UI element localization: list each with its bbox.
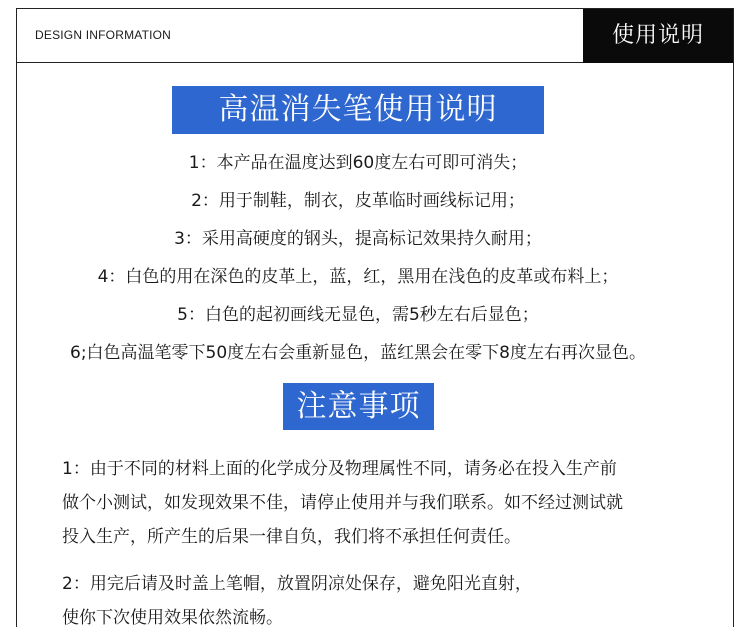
usage-item-4: 4：白色的用在深色的皮革上，蓝，红，黑用在浅色的皮革或布料上； xyxy=(97,267,619,287)
usage-item-5: 5：白色的起初画线无显色，需5秒左右后显色； xyxy=(177,305,539,325)
usage-instructions-tab: 使用说明 xyxy=(583,9,733,63)
usage-item-1: 1：本产品在温度达到60度左右可即可消失； xyxy=(188,153,528,173)
usage-item-6: 6;白色高温笔零下50度左右会重新显色，蓝红黑会在零下8度左右再次显色。 xyxy=(70,343,646,363)
usage-list xyxy=(0,150,716,378)
notice-item-1-line-3: 投入生产，所产生的后果一律自负，我们将不承担任何责任。 xyxy=(62,527,521,547)
notice-section xyxy=(62,452,682,627)
page-header xyxy=(17,9,733,63)
notice-item-2-line-2: 使你下次使用效果依然流畅。 xyxy=(62,608,283,627)
notice-item-1-line-1: 1：由于不同的材料上面的化学成分及物理属性不同，请务必在投入生产前 xyxy=(62,459,617,479)
main-title: 高温消失笔使用说明 xyxy=(172,86,544,134)
design-information-label: DESIGN INFORMATION xyxy=(35,28,172,42)
notice-title: 注意事项 xyxy=(283,383,434,430)
notice-item-2 xyxy=(62,567,682,627)
notice-item-1-line-2: 做个小测试，如发现效果不佳，请停止使用并与我们联系。如不经过测试就 xyxy=(62,493,623,513)
usage-item-2: 2：用于制鞋，制衣，皮革临时画线标记用； xyxy=(191,191,525,211)
usage-item-3: 3：采用高硬度的钢头，提高标记效果持久耐用； xyxy=(174,229,542,249)
notice-item-2-line-1: 2：用完后请及时盖上笔帽，放置阴凉处保存，避免阳光直射， xyxy=(62,574,532,594)
notice-item-1 xyxy=(62,452,682,554)
